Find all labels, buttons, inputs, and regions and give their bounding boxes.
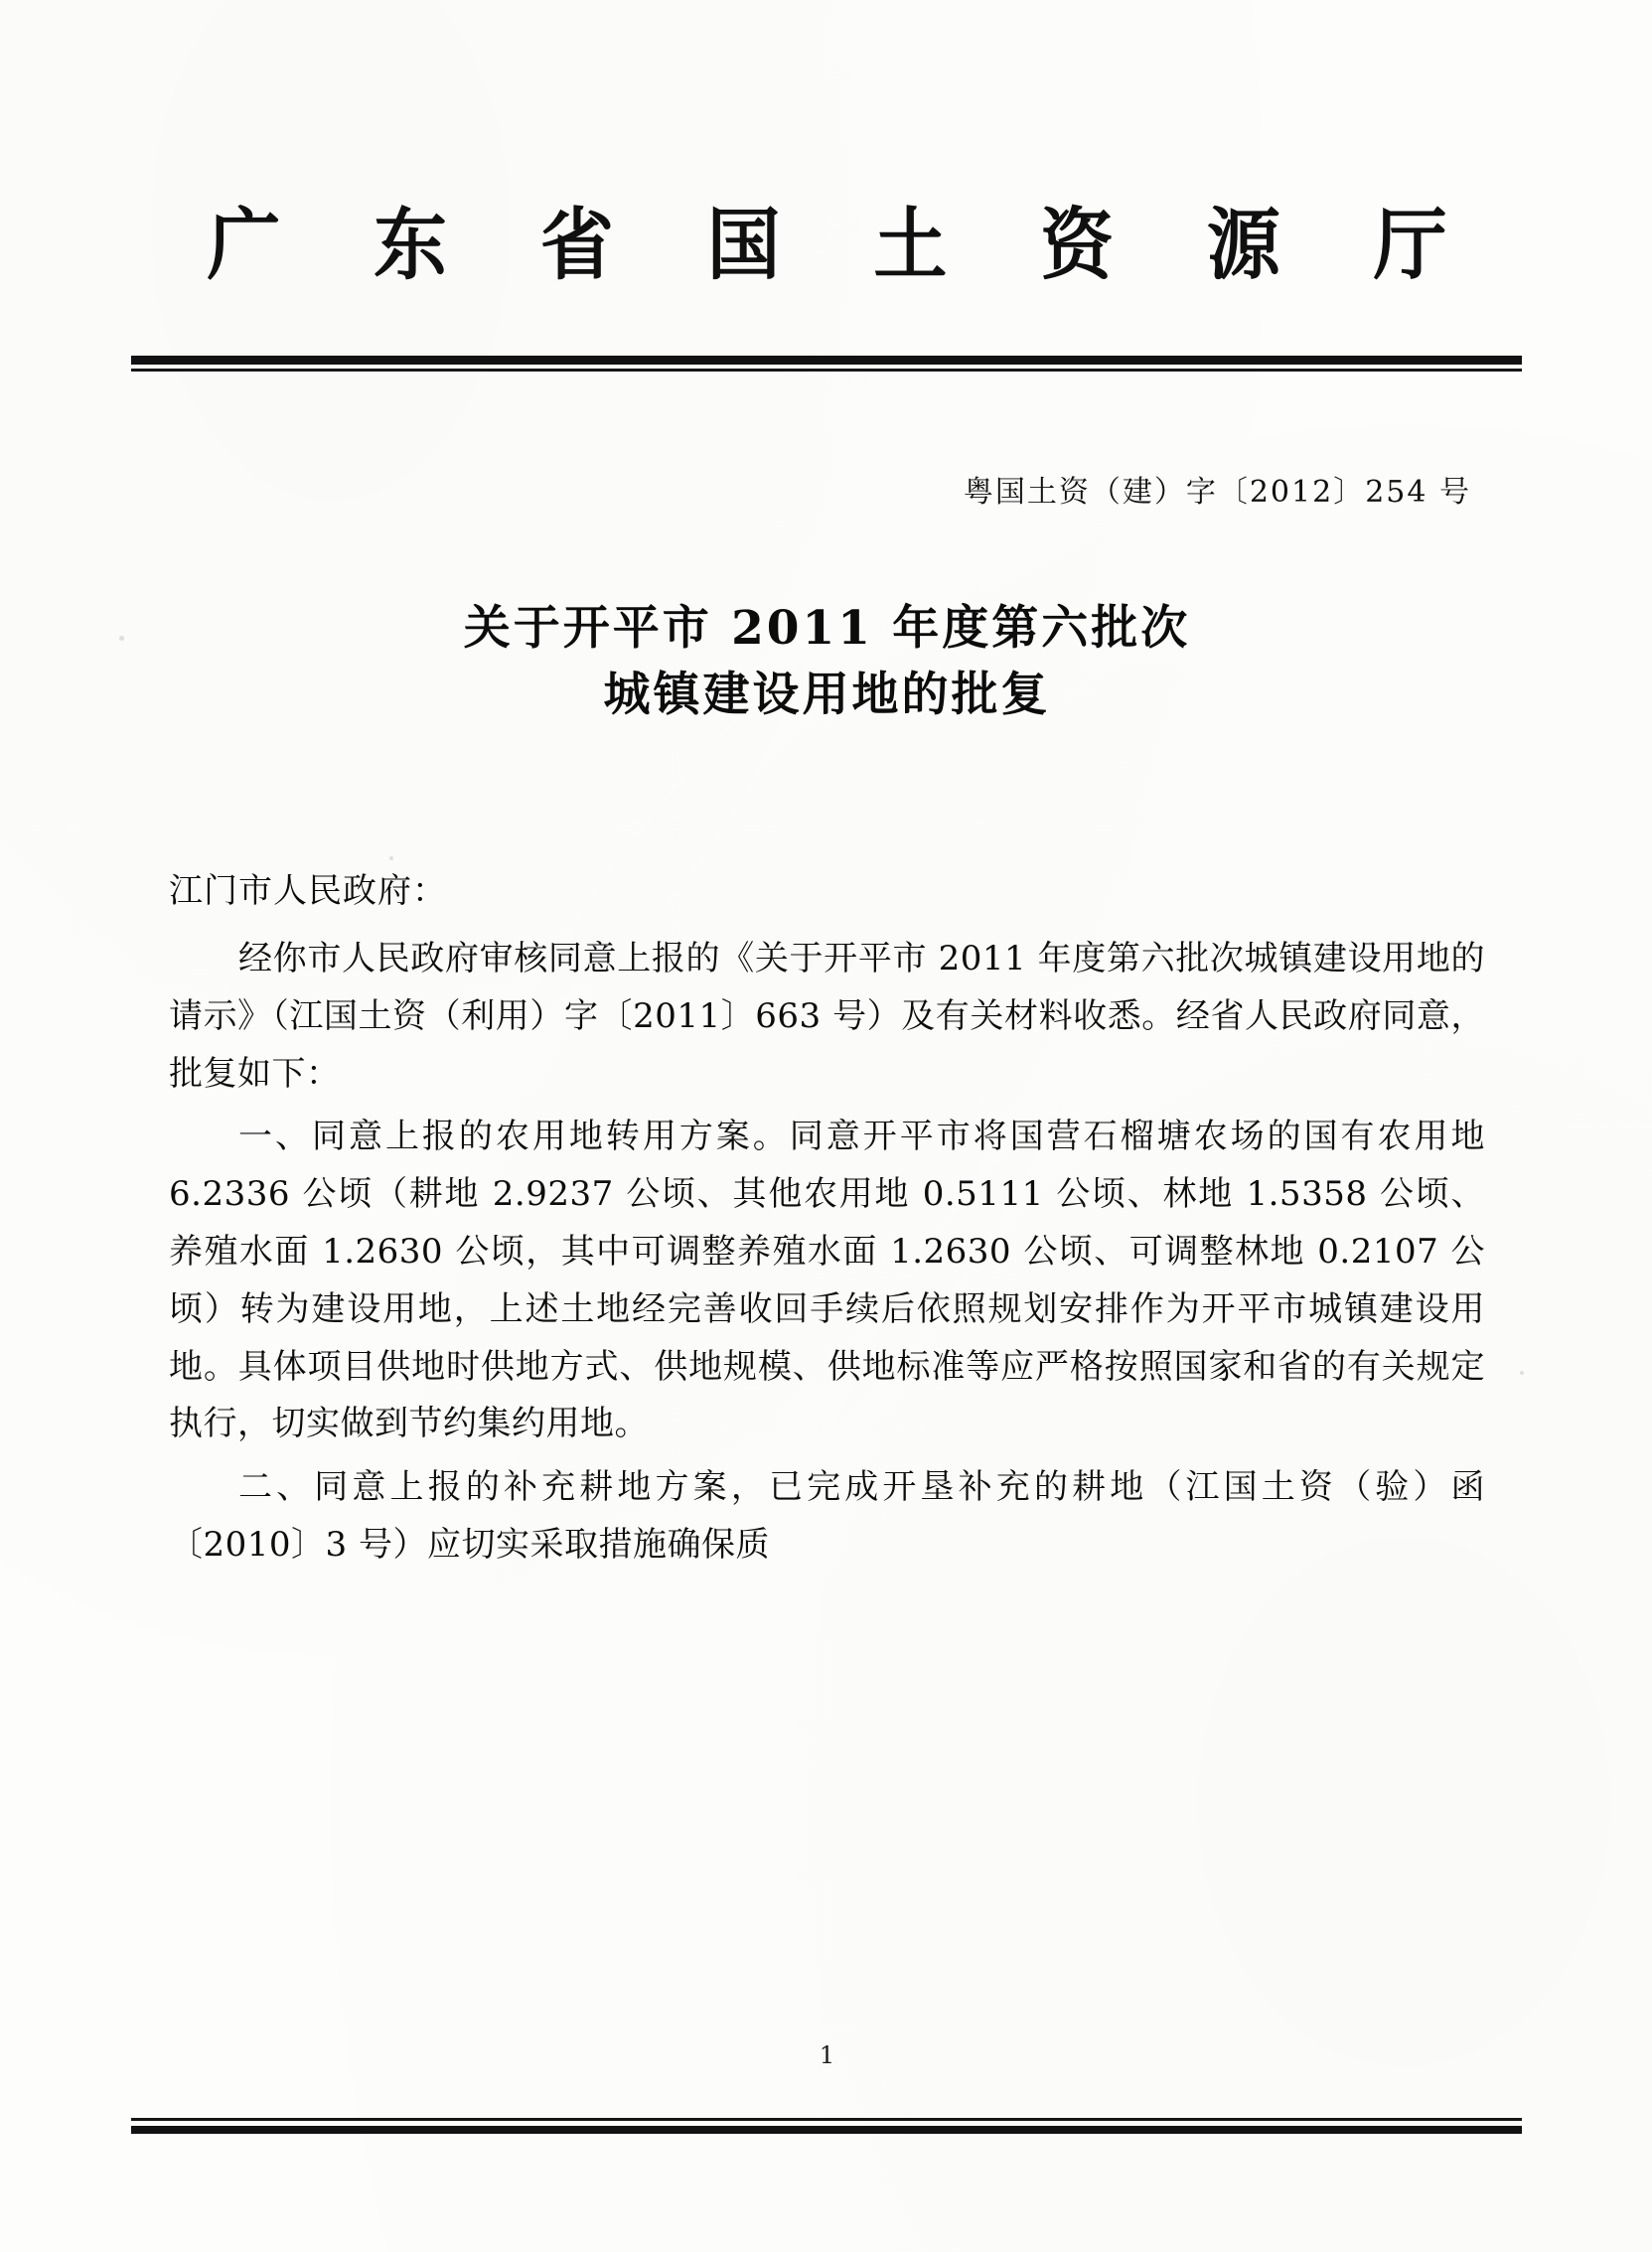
addressee: 江门市人民政府： <box>169 871 447 911</box>
document-title-line-1: 关于开平市 2011 年度第六批次 <box>463 601 1191 656</box>
body-paragraph: 经你市人民政府审核同意上报的《关于开平市 2011 年度第六批次城镇建设用地的请示》（江国土资（利用）字〔2011〕663 号）及有关材料收悉。经省人民政府同意，批复如下： <box>169 939 1485 1094</box>
header-divider-thick-line <box>131 356 1522 365</box>
page-content <box>169 0 1485 2252</box>
document-body <box>169 864 1485 1580</box>
page-number: 1 <box>819 2041 835 2069</box>
footer-divider <box>131 2118 1522 2134</box>
body-paragraph: 二、同意上报的补充耕地方案，已完成开垦补充的耕地（江国土资（验）函〔2010〕3 号）应切实采取措施确保质 <box>169 1467 1485 1566</box>
scan-speck <box>1520 1371 1524 1375</box>
body-paragraph: 一、同意上报的农用地转用方案。同意开平市将国营石榴塘农场的国有农用地 6.2336 公顷（耕地 2.9237 公顷、其他农用地 0.5111 公顷、林地 1.5358 公顷、养殖水面 1.2630 公顷，其中可调整养殖水面 1.2630 公顷、可调整林地 0.2107 公顷）转为建设用地，上述土地经完善收回手续后依照规划安排作为开平市城镇建设用地。具体项目供地时供地方式、供地规模、供地标准等应严格按照国家和省的有关规定执行，切实做到节约集约用地。 <box>169 1117 1485 1444</box>
document-title-line-2: 城镇建设用地的批复 <box>603 667 1051 722</box>
footer-divider-thick-line <box>131 2126 1522 2134</box>
document-title <box>169 596 1485 728</box>
scan-speck <box>389 856 393 860</box>
header-divider-thin-line <box>131 369 1522 372</box>
issuing-authority-title: 广 东 省 国 土 资 源 厅 <box>207 200 1481 291</box>
footer-divider-thin-line <box>131 2118 1522 2121</box>
document-number: 粤国土资（建）字〔2012〕254 号 <box>963 475 1471 510</box>
masthead <box>169 200 1485 291</box>
header-divider <box>131 356 1522 374</box>
scan-speck <box>119 636 124 641</box>
